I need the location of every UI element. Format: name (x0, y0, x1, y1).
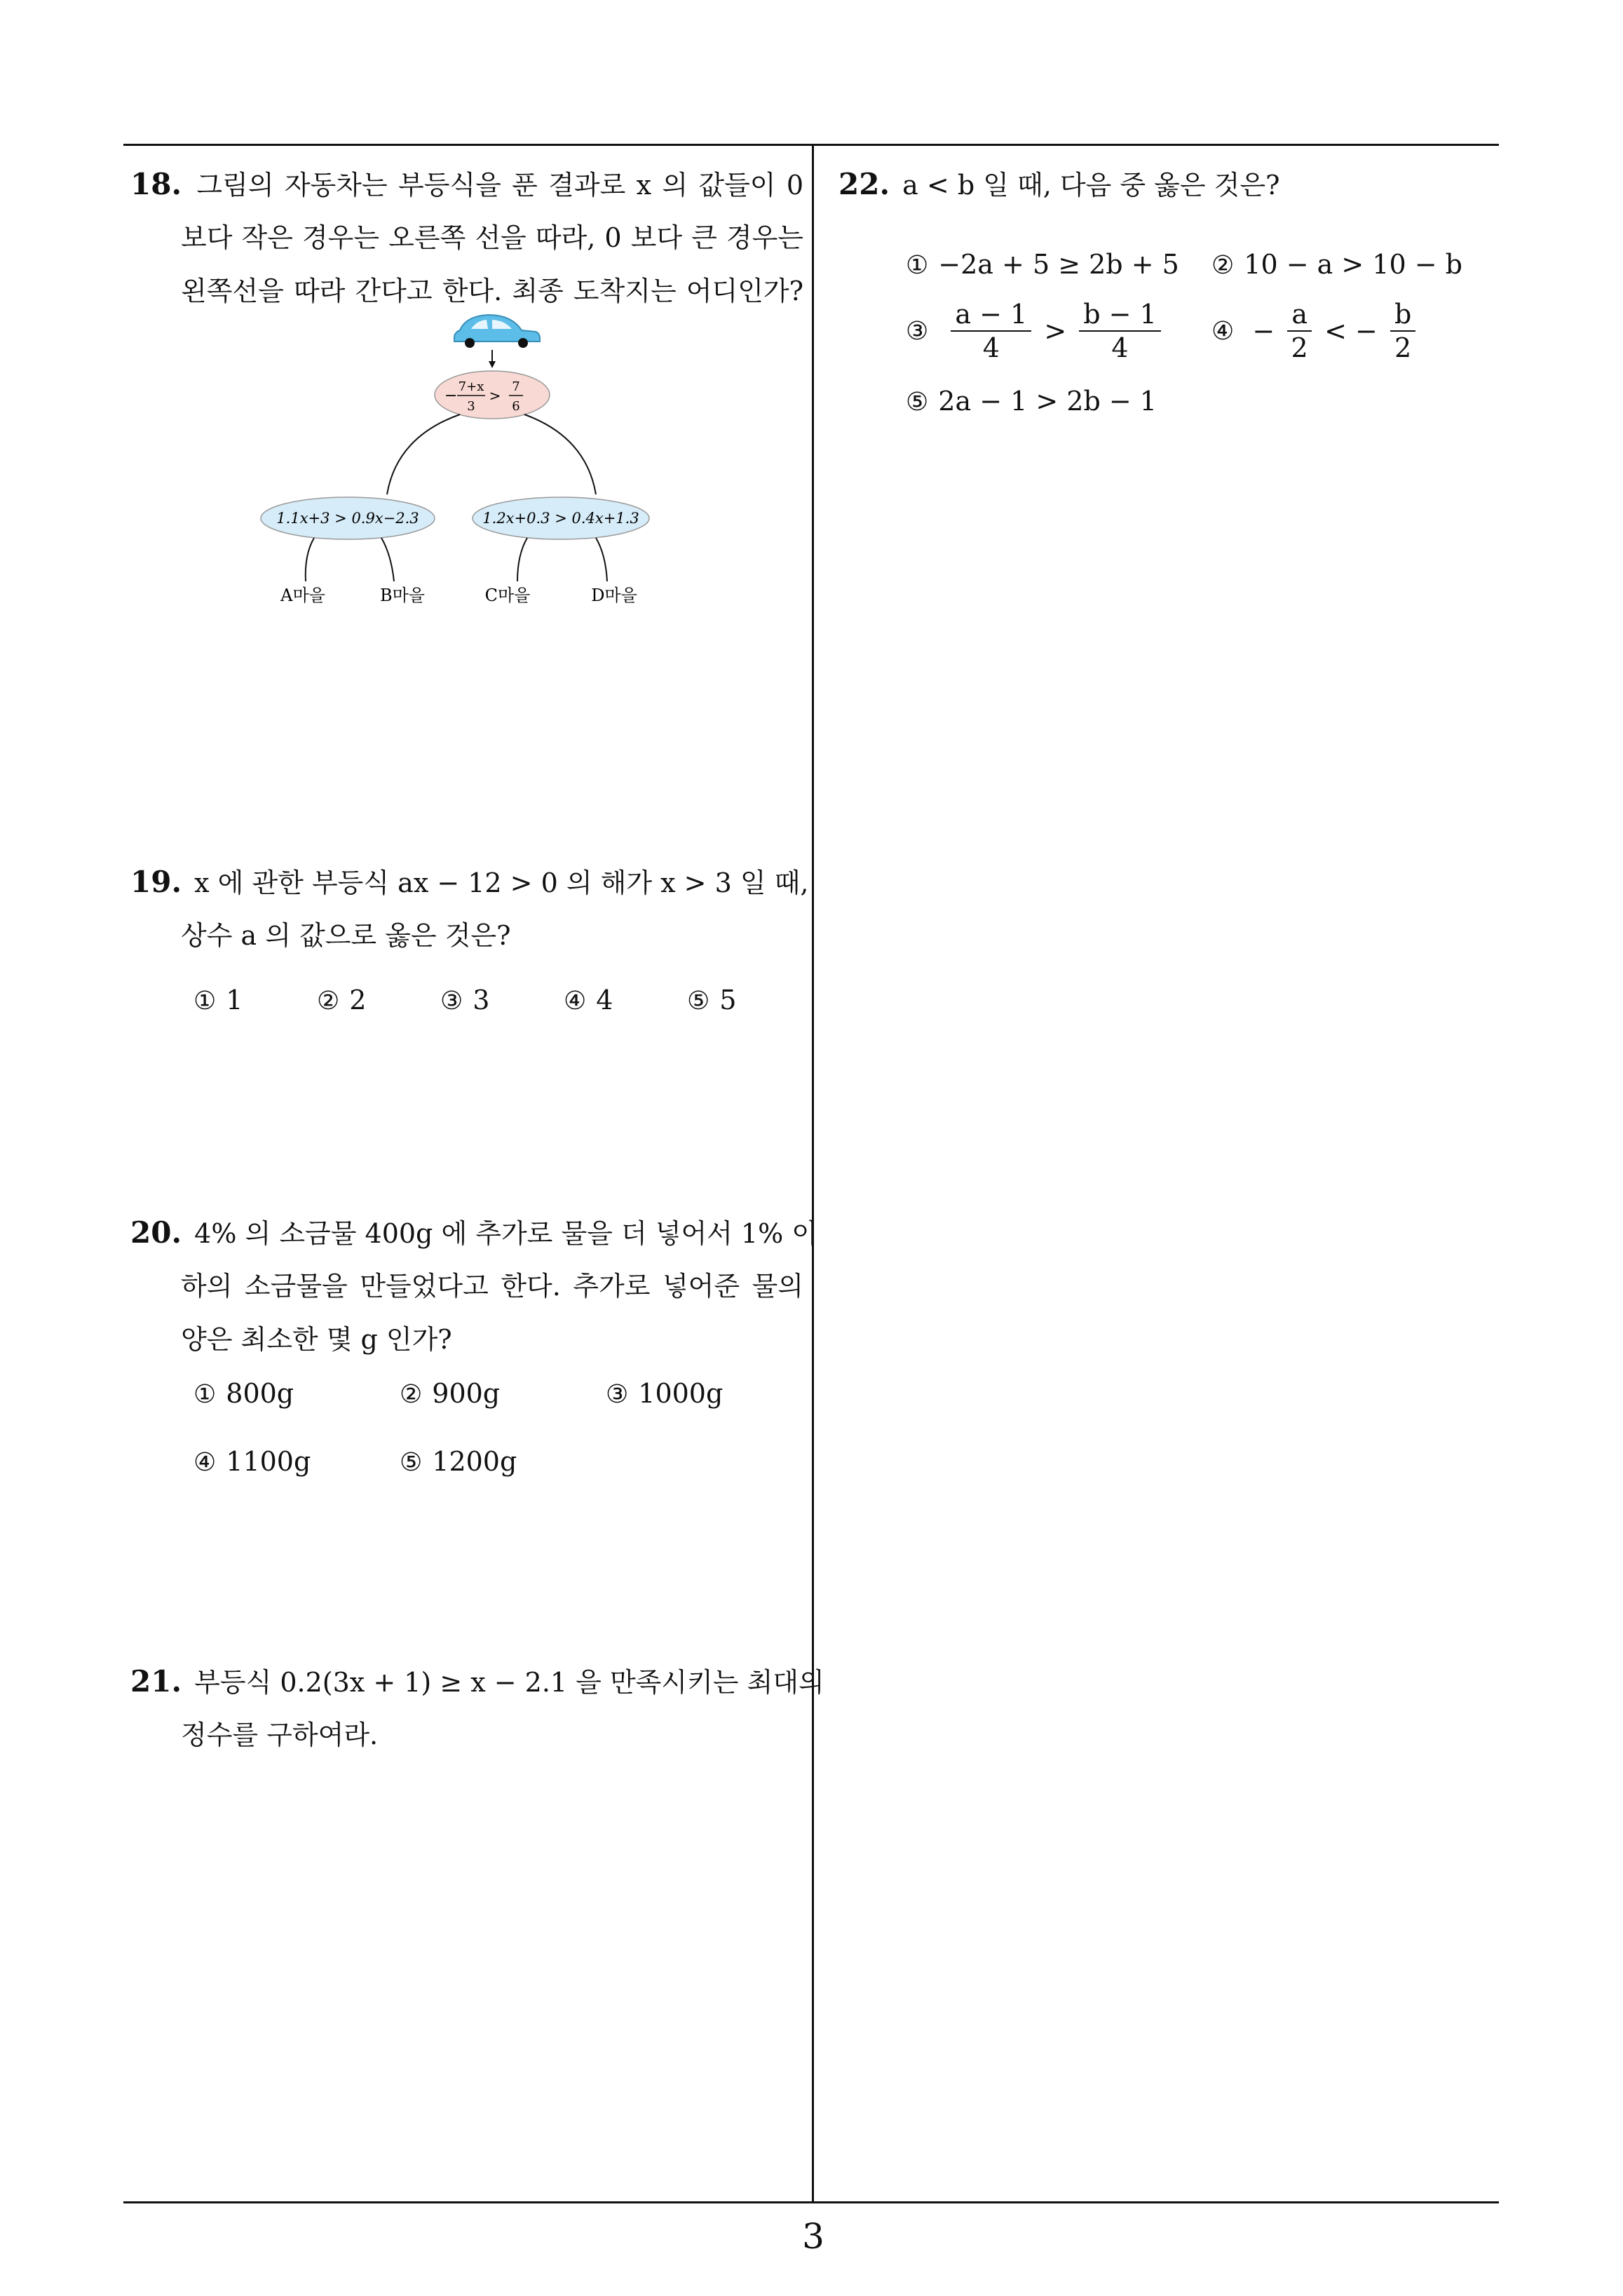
choice-3[interactable]: ③ $\frac{a - 1}{4}$ > $\frac{b - 1}{4}$ (906, 298, 1165, 364)
problem-text-line: 왼쪽선을 따라 간다고 한다. 최종 도착지는 어디인가? (181, 276, 803, 306)
choice-list-row-2 (906, 298, 1481, 368)
top-node-lhs-numerator: 7+x (458, 379, 484, 394)
choice-2[interactable]: ② 2 (317, 985, 367, 1015)
fraction-right: $\frac{b - 1}{4}$ (1079, 298, 1161, 364)
problem-text-line: 양은 최소한 몇 g 인가? (181, 1324, 452, 1355)
fraction-left: $\frac{a - 1}{4}$ (951, 298, 1031, 364)
top-node-rhs-numerator: 7 (512, 379, 520, 394)
problem-21 (130, 1655, 824, 1762)
choice-list-row-1 (906, 249, 1481, 284)
top-rule (123, 144, 1499, 146)
problem-22 (838, 158, 1490, 417)
problem-text-line: 보다 작은 경우는 오른쪽 선을 따라, 0 보다 큰 경우는 (181, 222, 803, 253)
fraction-left: $\frac{a}{2}$ (1287, 298, 1312, 364)
column-divider (812, 144, 814, 2202)
choice-1[interactable]: ① 800g (193, 1378, 294, 1409)
problem-text-line: 하의 소금물을 만들었다고 한다. 추가로 넣어준 물의 (181, 1271, 803, 1302)
problem-text-line: 4% 의 소금물 400g 에 추가로 물을 더 넣어서 1% 이 (194, 1218, 818, 1249)
page-number: 3 (802, 2216, 824, 2257)
problem-text-line: 부등식 0.2(3x + 1) ≥ x − 2.1 을 만족시키는 최대의 (194, 1667, 824, 1698)
choice-list-row-3 (906, 386, 1481, 421)
choice-5[interactable]: ⑤ 5 (687, 985, 737, 1015)
problem-text-line: 상수 a 의 값으로 옳은 것은? (181, 920, 511, 951)
choice-4[interactable]: ④ − $\frac{a}{2}$ < − $\frac{b}{2}$ (1211, 298, 1420, 364)
destination-c: C마을 (484, 586, 531, 605)
right-node-label: 1.2x+0.3 > 0.4x+1.3 (482, 510, 639, 527)
top-node-sign: − (444, 387, 458, 405)
top-node-lhs-denominator: 3 (467, 399, 475, 414)
choice-5[interactable]: ⑤ 1200g (400, 1446, 517, 1477)
problem-text-line: a < b 일 때, 다음 중 옳은 것은? (902, 170, 1280, 201)
choice-4[interactable]: ④ 4 (564, 985, 613, 1015)
arrow-down-icon (489, 361, 496, 368)
problem-number: 19. (130, 865, 182, 899)
choice-3[interactable]: ③ 1000g (606, 1378, 724, 1409)
choice-list-row-1 (193, 1378, 768, 1413)
choice-1[interactable]: ① 1 (193, 985, 243, 1015)
problem-number: 18. (130, 167, 182, 201)
problem-text-line: 그림의 자동차는 부등식을 푼 결과로 x 의 값들이 0 (196, 170, 803, 201)
choice-5[interactable]: ⑤ 2a − 1 > 2b − 1 (906, 386, 1157, 417)
choice-3[interactable]: ③ 3 (440, 985, 490, 1015)
destination-a: A마을 (280, 586, 325, 605)
left-node-label: 1.1x+3 > 0.9x−2.3 (276, 510, 419, 527)
destination-b: B마을 (379, 586, 426, 605)
problem-number: 20. (130, 1215, 182, 1250)
fraction-right: $\frac{b}{2}$ (1390, 298, 1415, 364)
choice-4[interactable]: ④ 1100g (193, 1446, 311, 1477)
problem-18 (130, 158, 803, 605)
destination-d: D마을 (591, 586, 637, 605)
bottom-rule (123, 2201, 1499, 2203)
problem-number: 22. (838, 167, 890, 201)
problem-number: 21. (130, 1664, 182, 1699)
choice-1[interactable]: ① −2a + 5 ≥ 2b + 5 (906, 249, 1179, 280)
problem-text-line: 정수를 구하여라. (181, 1720, 379, 1750)
problem-19 (130, 856, 809, 1015)
top-node-rhs-denominator: 6 (512, 399, 520, 414)
top-node-operator: > (489, 387, 501, 404)
choice-list-row-2 (193, 1446, 768, 1481)
choice-list (193, 985, 768, 1020)
choice-2[interactable]: ② 10 − a > 10 − b (1211, 249, 1462, 280)
problem-20 (130, 1206, 818, 1477)
choice-2[interactable]: ② 900g (400, 1378, 501, 1409)
car-route-diagram (130, 311, 803, 605)
car-icon (454, 315, 540, 348)
problem-text-line: x 에 관한 부등식 ax − 12 > 0 의 해가 x > 3 일 때, (194, 867, 809, 898)
